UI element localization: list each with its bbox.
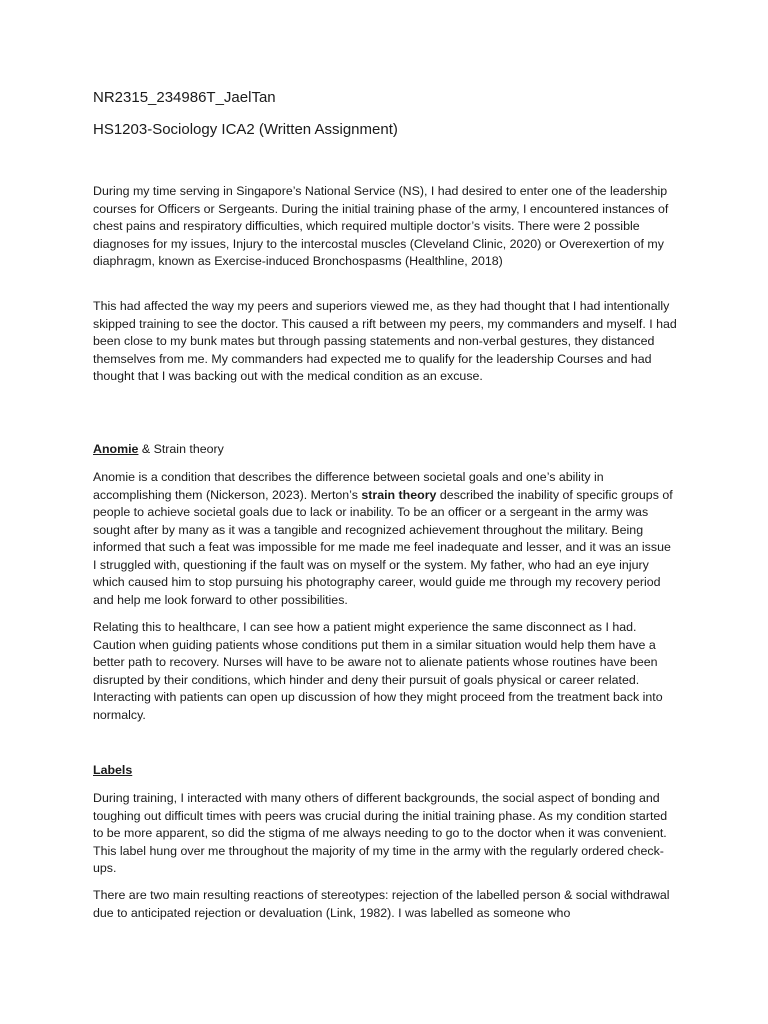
document-title: HS1203-Sociology ICA2 (Written Assignment) — [93, 121, 398, 138]
anomie-paragraph-2: Relating this to healthcare, I can see how a patient might experience the same disconnect as I had. Caution when guiding patients whose conditions put them in a similar situation would help them have a better path to recovery. Nurses will have to be aware not to alienate patients whose routines have been disrupted by their conditions, which hinder and deny their pursuit of goals physical or career related. Interacting with patients can open up discussion of how they might proceed from the treatment back into normalcy. — [93, 620, 663, 722]
intro-paragraph-2: This had affected the way my peers and superiors viewed me, as they had thought that I had intentionally skipped training to see the doctor. This caused a rift between my peers, my commanders and myself. I had been close to my bunk mates but through passing statements and non-verbal gestures, they distanced themselves from me. My commanders had expected me to qualify for the leadership Courses and had thought that I was backing out with the medical condition as an excuse. — [93, 299, 677, 383]
strain-theory-term: strain theory — [361, 487, 437, 502]
document-id-line: NR2315_234986T_JaelTan — [93, 89, 276, 106]
labels-paragraph-1: During training, I interacted with many others of different backgrounds, the social aspect of bonding and toughing out difficult times with peers was crucial during the initial training phase. As my condition started to be more apparent, so did the stigma of me always needing to go to the doctor when it was convenient. This label hung over me throughout the majority of my time in the army with the regularly ordered check-ups. — [93, 791, 668, 875]
anomie-heading-term: Anomie — [93, 442, 139, 456]
anomie-section-heading — [93, 441, 224, 459]
anomie-p1-text-a: Anomie is a condition that describes the difference between societal goals and one’s ability in accomplishing them (Nickerson, 2023). Merton’s — [93, 470, 604, 502]
anomie-heading-rest: & Strain theory — [138, 442, 224, 456]
intro-paragraph-1: During my time serving in Singapore’s National Service (NS), I had desired to enter one of the leadership courses for Officers or Sergeants. During the initial training phase of the army, I encountered instances of chest pains and respiratory difficulties, which required multiple doctor’s visits. There were 2 possible diagnoses for my issues, Injury to the intercostal muscles (Cleveland Clinic, 2020) or Overexertion of my diaphragm, known as Exercise-induced Bronchospasms (Healthline, 2018) — [93, 184, 669, 268]
anomie-p1-text-b: described the inability of specific groups of people to achieve societal goals due to lack or inability. To be an officer or a sergeant in the army was sought after by many as it was a tangible and recognized achievement throughout the military. Being informed that such a feat was impossible for me made me feel inadequate and lesser, and it was an issue I struggled with, questioning if the fault was on myself or the system. My father, who had an eye injury which caused him to stop pursuing his photography career, would guide me through my recovery period and help me look forward to other possibilities. — [93, 487, 673, 607]
anomie-paragraph-1 — [93, 469, 677, 609]
labels-section-heading: Labels — [93, 763, 133, 777]
labels-paragraph-2: There are two main resulting reactions of stereotypes: rejection of the labelled person & social withdrawal due to anticipated rejection or devaluation (Link, 1982). I was labelled as someone who — [93, 888, 670, 920]
